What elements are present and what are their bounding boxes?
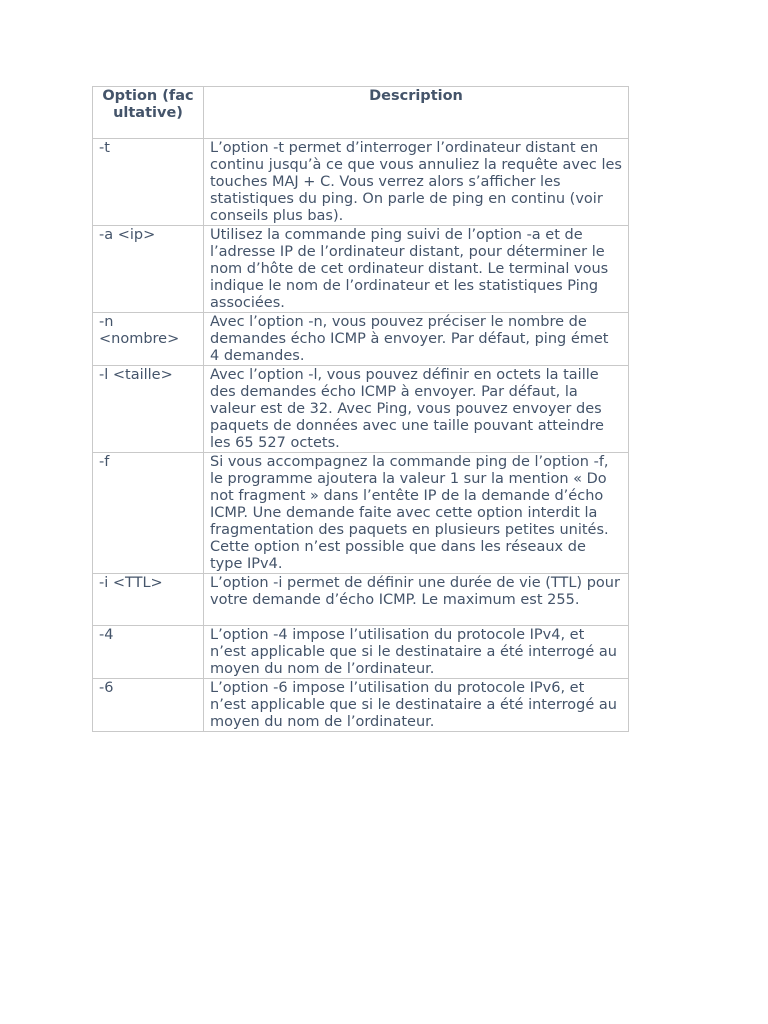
table-row [93, 313, 629, 366]
option-cell: -l <taille> [93, 366, 204, 453]
option-cell: -n <nombre> [93, 313, 204, 366]
option-cell: -f [93, 453, 204, 574]
description-cell: Avec l’option -n, vous pouvez préciser le nombre de demandes écho ICMP à envoyer. Par défaut, ping émet 4 demandes. [204, 313, 629, 366]
option-cell: -4 [93, 626, 204, 679]
header-description: Description [204, 87, 629, 139]
option-cell: -6 [93, 679, 204, 732]
description-cell: L’option -6 impose l’utilisation du protocole IPv6, et n’est applicable que si le destinataire a été interrogé au moyen du nom de l’ordinateur. [204, 679, 629, 732]
table-header-row [93, 87, 629, 139]
description-cell: Si vous accompagnez la commande ping de l’option -f, le programme ajoutera la valeur 1 sur la mention « Do not fragment » dans l’entête IP de la demande d’écho ICMP. Une demande faite avec cette option interdit la fragmentation des paquets en plusieurs petites unités. Cette option n’est possible que dans les réseaux de type IPv4. [204, 453, 629, 574]
description-cell: Avec l’option -l, vous pouvez définir en octets la taille des demandes écho ICMP à envoyer. Par défaut, la valeur est de 32. Avec Ping, vous pouvez envoyer des paquets de données avec une taille pouvant atteindre les 65 527 octets. [204, 366, 629, 453]
description-cell: L’option -t permet d’interroger l’ordinateur distant en continu jusqu’à ce que vous annuliez la requête avec les touches MAJ + C. Vous verrez alors s’afficher les statistiques du ping. On parle de ping en continu (voir conseils plus bas). [204, 139, 629, 226]
option-cell: -t [93, 139, 204, 226]
table-row [93, 139, 629, 226]
option-cell: -i <TTL> [93, 574, 204, 626]
option-cell: -a <ip> [93, 226, 204, 313]
table-row [93, 679, 629, 732]
options-table [92, 86, 629, 732]
description-cell: Utilisez la commande ping suivi de l’option -a et de l’adresse IP de l’ordinateur distant, pour déterminer le nom d’hôte de cet ordinateur distant. Le terminal vous indique le nom de l’ordinateur et les statistiques Ping associées. [204, 226, 629, 313]
table-row [93, 366, 629, 453]
table-row [93, 453, 629, 574]
table-row [93, 626, 629, 679]
description-cell: L’option -i permet de définir une durée de vie (TTL) pour votre demande d’écho ICMP. Le maximum est 255. [204, 574, 629, 626]
table-row [93, 574, 629, 626]
description-cell: L’option -4 impose l’utilisation du protocole IPv4, et n’est applicable que si le destinataire a été interrogé au moyen du nom de l’ordinateur. [204, 626, 629, 679]
table-row [93, 226, 629, 313]
header-option: Option (facultative) [93, 87, 204, 139]
